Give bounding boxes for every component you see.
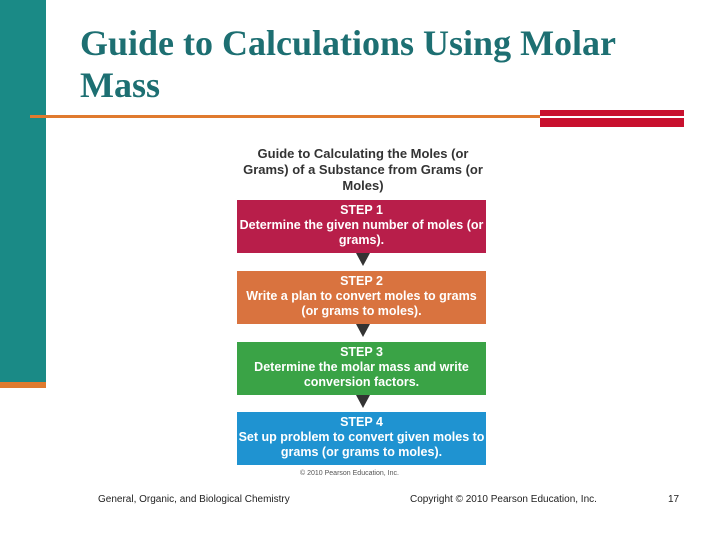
left-accent-stripe — [0, 382, 46, 388]
step-2-label: STEP 2 — [340, 274, 383, 288]
slide-title: Guide to Calculations Using Molar Mass — [80, 23, 616, 105]
down-arrow-icon — [356, 324, 370, 337]
page-number: 17 — [668, 494, 680, 505]
step-4-box — [237, 412, 486, 465]
figure-credit: © 2010 Pearson Education, Inc. — [300, 470, 399, 477]
step-3-box — [237, 342, 486, 395]
down-arrow-icon — [356, 395, 370, 408]
step-4-text: Set up problem to convert given moles to grams (or grams to moles). — [238, 430, 485, 459]
title-accent-block — [540, 110, 684, 127]
step-1-box — [237, 200, 486, 253]
footer-copyright: Copyright © 2010 Pearson Education, Inc. — [410, 494, 597, 505]
step-3-text: Determine the molar mass and write conversion factors. — [254, 360, 469, 389]
footer-course-title: General, Organic, and Biological Chemistry — [98, 494, 290, 505]
down-arrow-icon — [356, 253, 370, 266]
step-2-box — [237, 271, 486, 324]
step-1-text: Determine the given number of moles (or grams). — [239, 218, 484, 247]
step-4-label: STEP 4 — [340, 415, 383, 429]
title-underline — [30, 115, 540, 118]
left-accent-bar — [0, 0, 46, 382]
step-1-label: STEP 1 — [340, 203, 383, 217]
step-3-label: STEP 3 — [340, 345, 383, 359]
figure-title: Guide to Calculating the Moles (or Grams) of a Substance from Grams (or Moles) — [243, 146, 483, 193]
step-2-text: Write a plan to convert moles to grams (or grams to moles). — [246, 289, 477, 318]
